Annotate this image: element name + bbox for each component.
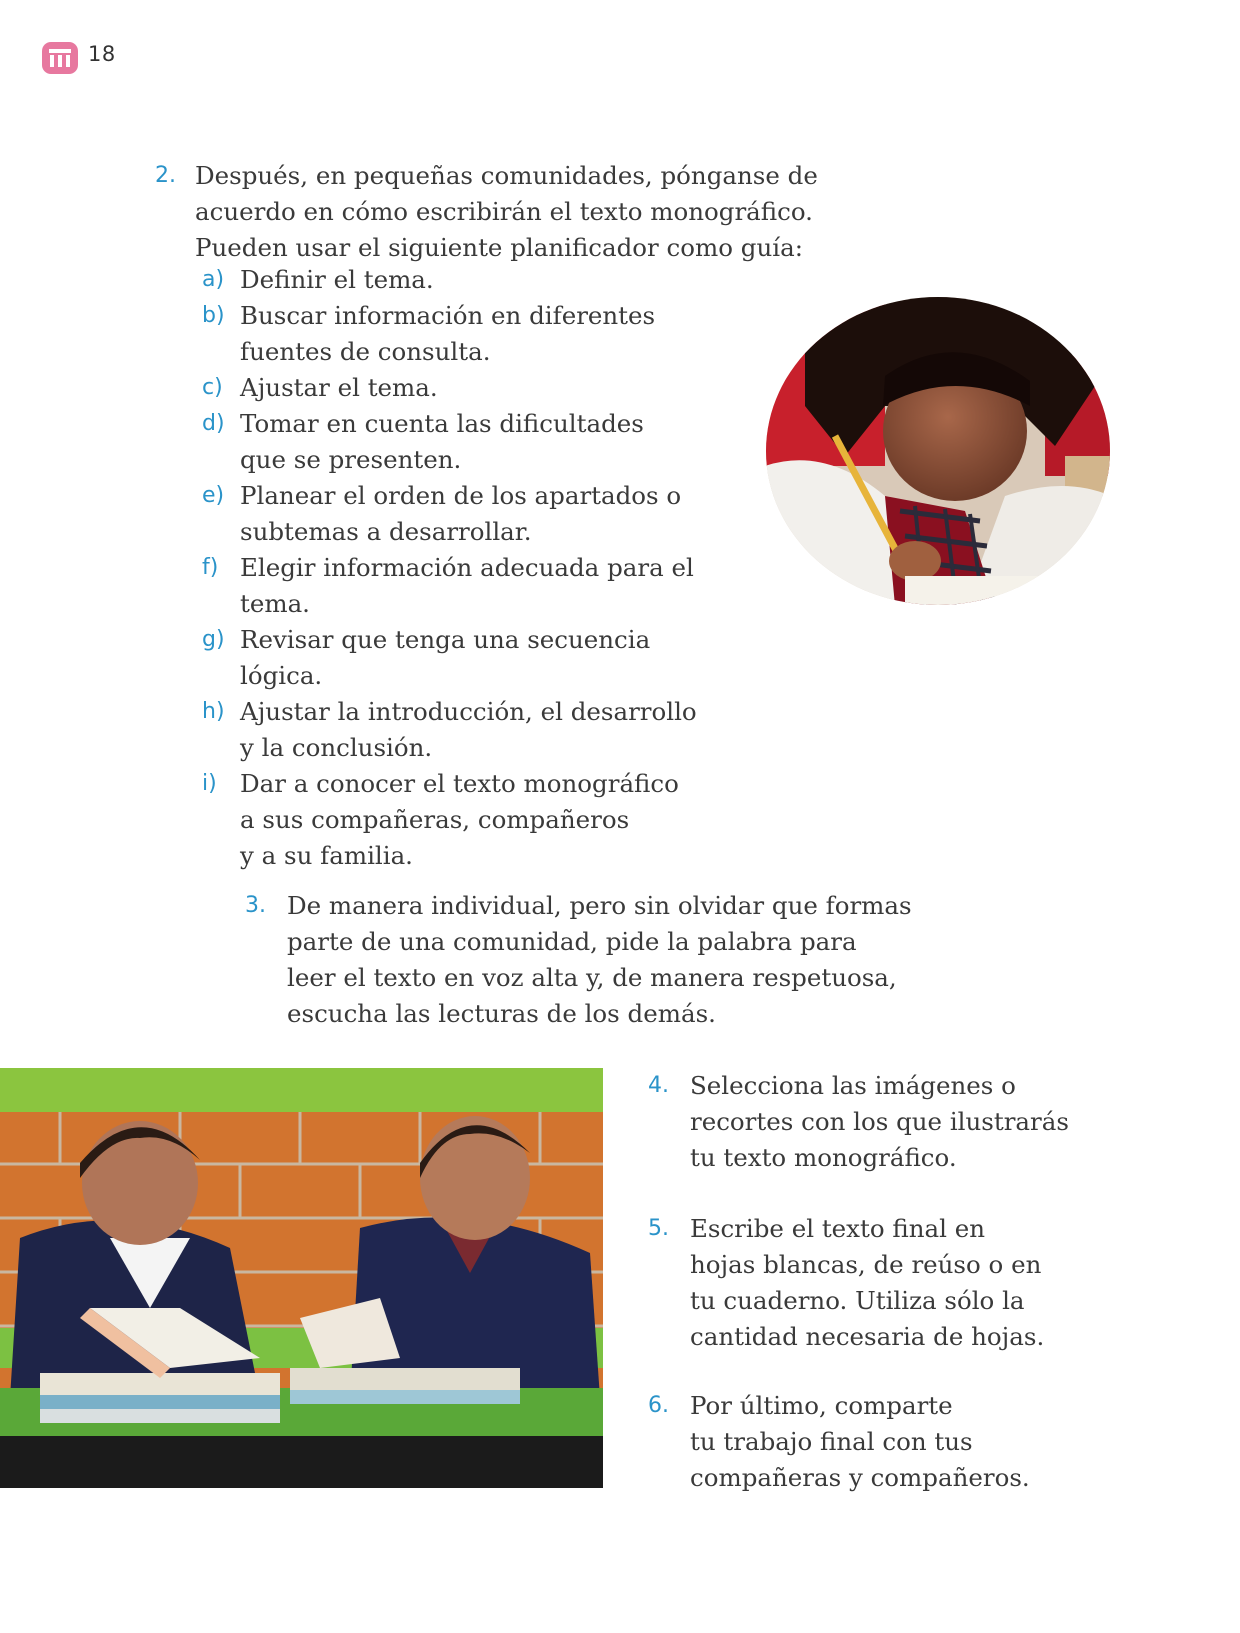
book-series-icon (42, 42, 78, 74)
planner-item-d (202, 406, 720, 478)
step-3-line: escucha las lecturas de los demás. (287, 999, 716, 1028)
step-2-line: Pueden usar el siguiente planificador como guía: (195, 233, 803, 262)
step-5-line: Escribe el texto final en (690, 1214, 985, 1243)
step-4-line: Selecciona las imágenes o (690, 1071, 1016, 1100)
step-3-line: leer el texto en voz alta y, de manera respetuosa, (287, 963, 897, 992)
step-2-line: Después, en pequeñas comunidades, pónganse de (195, 161, 818, 190)
planner-item-b (202, 298, 720, 370)
planner-letter: a) (202, 267, 225, 292)
planner-text: subtemas a desarrollar. (240, 517, 532, 546)
planner-text: Revisar que tenga una secuencia (240, 625, 651, 654)
planner-letter: f) (202, 555, 219, 580)
planner-letter: d) (202, 411, 225, 436)
planner-text: Planear el orden de los apartados o (240, 481, 682, 510)
planner-text: Buscar información en diferentes (240, 301, 656, 330)
step-6-line: tu trabajo final con tus (690, 1427, 973, 1456)
planner-text: Dar a conocer el texto monográfico (240, 769, 679, 798)
planner-item-i (202, 766, 720, 874)
step-2-number: 2. (155, 163, 176, 188)
planner-item-c (202, 370, 720, 406)
planner-item-h (202, 694, 720, 766)
step-4-number: 4. (648, 1073, 669, 1098)
step-2 (155, 158, 855, 266)
planner-text: lógica. (240, 661, 323, 690)
planner-letter: h) (202, 699, 225, 724)
step-6-line: Por último, comparte (690, 1391, 953, 1420)
step-6-number: 6. (648, 1393, 669, 1418)
planner-text: Elegir información adecuada para el (240, 553, 694, 582)
planner-text: tema. (240, 589, 310, 618)
planner-text: a sus compañeras, compañeros (240, 805, 630, 834)
planner-letter: g) (202, 627, 225, 652)
planner-item-a (202, 262, 720, 298)
planner-letter: e) (202, 483, 225, 508)
planner-text: y a su familia. (240, 841, 413, 870)
step-6-line: compañeras y compañeros. (690, 1463, 1030, 1492)
planner-letter: c) (202, 375, 223, 400)
planner-text: Definir el tema. (240, 265, 434, 294)
girl-writing-photo (765, 296, 1111, 606)
planner-letter: b) (202, 303, 225, 328)
step-4-line: tu texto monográfico. (690, 1143, 957, 1172)
step-5 (648, 1211, 1210, 1355)
step-3 (245, 888, 967, 1032)
page-number: 18 (88, 42, 116, 66)
planner-item-e (202, 478, 720, 550)
planner-letter: i) (202, 771, 217, 796)
step-4-line: recortes con los que ilustrarás (690, 1107, 1069, 1136)
step-5-line: cantidad necesaria de hojas. (690, 1322, 1045, 1351)
step-5-line: tu cuaderno. Utiliza sólo la (690, 1286, 1025, 1315)
planner-item-f (202, 550, 720, 622)
planner-item-g (202, 622, 720, 694)
step-6 (648, 1388, 1210, 1496)
planner-text: Ajustar la introducción, el desarrollo (240, 697, 697, 726)
planner-text: y la conclusión. (240, 733, 433, 762)
planner-text: fuentes de consulta. (240, 337, 491, 366)
step-3-number: 3. (245, 893, 266, 918)
step-5-number: 5. (648, 1216, 669, 1241)
step-5-line: hojas blancas, de reúso o en (690, 1250, 1042, 1279)
step-3-line: parte de una comunidad, pide la palabra para (287, 927, 857, 956)
step-3-line: De manera individual, pero sin olvidar que formas (287, 891, 912, 920)
planner-text: que se presenten. (240, 445, 462, 474)
planner-text: Ajustar el tema. (240, 373, 438, 402)
step-2-line: acuerdo en cómo escribirán el texto monográfico. (195, 197, 813, 226)
boys-reading-photo (0, 1068, 603, 1488)
planner-text: Tomar en cuenta las dificultades (240, 409, 644, 438)
step-4 (648, 1068, 1210, 1176)
planner-list (202, 262, 720, 874)
